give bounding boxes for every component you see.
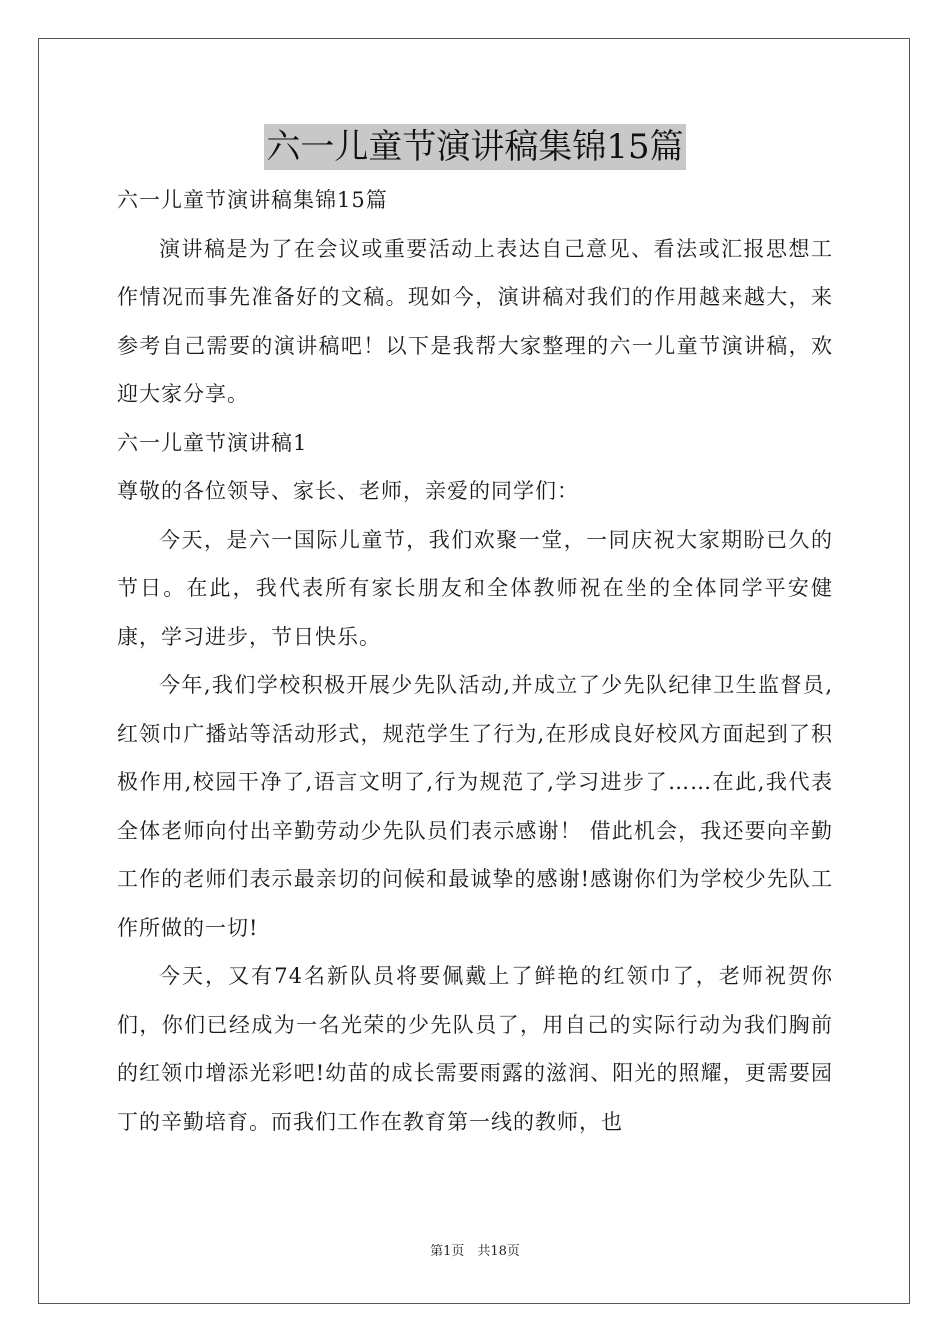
intro-paragraph: 演讲稿是为了在会议或重要活动上表达自己意见、看法或汇报思想工作情况而事先准备好的文稿。现如今，演讲稿对我们的作用越来越大，来参考自己需要的演讲稿吧！以下是我帮大家整理的六一儿童节演讲稿，欢迎大家分享。	[117, 236, 833, 406]
section-heading: 六一儿童节演讲稿1	[117, 430, 308, 455]
document-title: 六一儿童节演讲稿集锦15篇	[264, 124, 685, 170]
body-paragraph: 今年,我们学校积极开展少先队活动,并成立了少先队纪律卫生监督员,红领巾广播站等活动形式，规范学生了行为,在形成良好校风方面起到了积极作用,校园干净了,语言文明了,行为规范了,学习进步了……在此,我代表全体老师向付出辛勤劳动少先队员们表示感谢！ 借此机会，我还要向辛勤工作的老师们表示最亲切的问候和最诚挚的感谢!感谢你们为学校少先队工作所做的一切!	[117, 673, 833, 940]
subtitle-line: 六一儿童节演讲稿集锦15篇	[117, 188, 388, 212]
title-container	[0, 124, 950, 170]
page-number-footer: 第1页 共18页	[430, 1244, 520, 1259]
body-paragraph: 今天，又有74名新队员将要佩戴上了鲜艳的红领巾了，老师祝贺你们，你们已经成为一名光荣的少先队员了，用自己的实际行动为我们胸前的红领巾增添光彩吧!幼苗的成长需要雨露的滋润、阳光的照耀，更需要园丁的辛勤培育。而我们工作在教育第一线的教师，也	[117, 964, 833, 1134]
salutation: 尊敬的各位领导、家长、老师，亲爱的同学们：	[117, 479, 579, 503]
body-paragraph: 今天，是六一国际儿童节，我们欢聚一堂，一同庆祝大家期盼已久的节日。在此，我代表所有家长朋友和全体教师祝在坐的全体同学平安健康，学习进步，节日快乐。	[117, 527, 833, 649]
document-body	[117, 176, 833, 1146]
